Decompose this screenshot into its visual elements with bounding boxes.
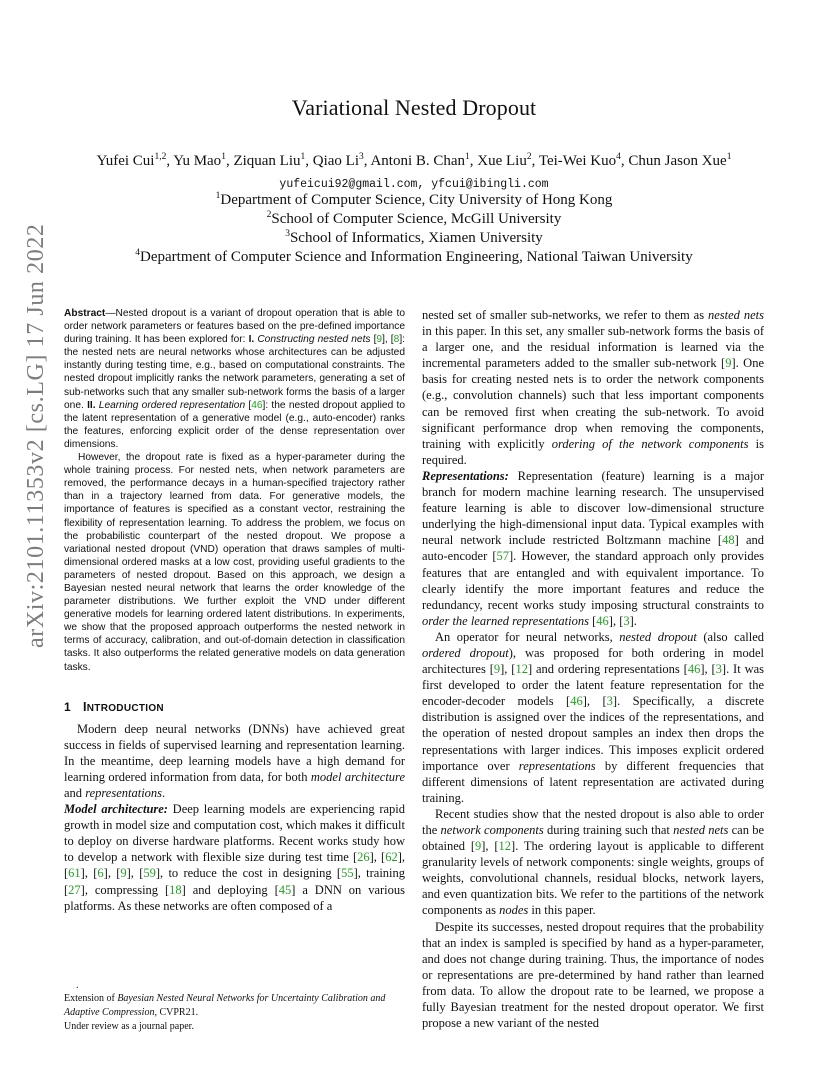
author-list: Yufei Cui$^{1,2}$, Yu Mao$^1$, Ziquan Liu$^1$, Qiao Li$^3$, Antoni B. Chan$^1$, Xue Liu$^2$, Tei-Wei Kuo$^4$, Chun Jason Xue$^1$ [96,152,732,169]
citation-link[interactable]: 48 [722,533,735,548]
citation-link[interactable]: 6 [97,866,104,881]
left-column [64,307,405,914]
citation-link[interactable]: 9 [475,839,482,854]
right-body-text [422,307,764,1031]
abstract-paragraph: However, the dropout rate is fixed as a hyper-parameter during the whole training process. For nested nets, when network parameters are removed, the performance decays in a human-specified trajectory rather than in a trajectory learned from data. For generative models, the importance of features is specified as a constant vector, restraining the flexibility of representation learning. To address the problem, we focus on the probabilistic counterpart of the nested dropout. We propose a variational nested dropout (VND) operation that draws samples of multi-dimensional ordered masks at a low cost, providing useful gradients to the parameters of nested dropout. Based on this approach, we design a Bayesian nested neural network that learns the order knowledge of the parameter distributions. We further exploit the VND under different generative models for learning ordered latent distributions. In experiments, we show that the proposed approach outperforms the nested network in terms of accuracy, calibration, and out-of-domain detection in classification tasks. It also outperforms the related generative models on data generation tasks. [64,452,405,673]
citation-link[interactable]: 3 [715,662,722,677]
citation-link[interactable]: 45 [278,882,292,897]
section-number: 1 [64,699,71,714]
citation-link[interactable]: 27 [68,882,81,897]
citation-link[interactable]: 46 [687,662,701,677]
footnote: . Extension of Bayesian Nested Neural Networks for Uncertainty Calibration and Adaptive Compression, CVPR21. Under review as a journal paper. [64,992,405,1034]
citation-link[interactable]: 46 [596,613,609,628]
body-paragraph: Model architecture: Deep learning models are experiencing rapid growth in model size and computation cost, which makes it difficult to deploy on diverse hardware platforms. Recent works study how to develop a network with flexible size during test time [26], [62], [61], [6], [9], [59], to reduce the cost in designing [55], training [27], compressing [18] and deploying [45] a DNN on various platforms. As these networks are often composed of a [64,802,406,913]
abstract-paragraph: Abstract—Nested dropout is a variant of dropout operation that is able to order network parameters or features based on the pre-defined importance during training. It has been explored for: I. Constructing nested nets [9], [8]: the nested nets are neural networks whose architectures can be adjusted instantly during testing time, e.g., based on computational constraints. The nested dropout implicitly ranks the network parameters, generating a set of sub-networks such that any smaller sub-network forms the basis of a larger one. II. Learning ordered representation [46]: the nested dropout applied to the latent representation of a generative model (e.g., auto-encoder) ranks the features, enforcing explicit order of the dense representation over dimensions. [64,308,405,450]
body-paragraph: nested set of smaller sub-networks, we refer to them as nested nets in this paper. In this set, any smaller sub-network forms the basis of a larger one, and the residual information is learned via the incremental parameters added to the smaller sub-network [9]. One basis for creating nested nets is to order the network components (e.g., convolution channels) such that less important components can be removed first when creating the sub-network. To avoid significant performance drop when removing the components, training with explicitly ordering of the network components is required. [422,308,764,467]
affiliation-3: $^3$School of Informatics, Xiamen University [285,229,543,246]
citation-link[interactable]: 12 [515,662,528,677]
section-heading-introduction [64,700,405,714]
author-emails: yufeicui92@gmail.com, yfcui@ibingli.com [279,178,549,191]
citation-link[interactable]: 57 [496,549,509,564]
citation-link[interactable]: 9 [120,866,127,881]
citation-link[interactable]: 18 [169,882,182,897]
left-body-text [64,721,405,914]
paper-title: Variational Nested Dropout [291,95,537,120]
citation-link[interactable]: 3 [623,613,630,628]
affiliation-4: $^4$Department of Computer Science and Information Engineering, National Taiwan University [135,248,693,265]
citation-link[interactable]: 55 [341,866,354,881]
section-title-rest: NTRODUCTION [86,702,164,714]
body-paragraph: Representations: Representation (feature) learning is a major branch for modern machine learning research. The unsupervised feature learning is able to discover low-dimensional structure underlying the high-dimensional input data. Typical examples with neural network include restricted Boltzmann machine [48] and auto-encoder [57]. However, the standard approach only provides features that are entangled and with equivalent importance. To clearly identify the more important features and reduce the redundancy, recent works study imposing structural constraints to order the learned representations [46], [3]. [422,468,764,628]
abstract [64,307,405,674]
section-title-initial: I [82,699,87,714]
citation-link[interactable]: 8 [393,334,400,346]
citation-link[interactable]: 46 [570,694,583,709]
citation-link[interactable]: 12 [498,839,512,854]
body-paragraph: Modern deep neural networks (DNNs) have achieved great success in fields of supervised learning and representation learning. In the meantime, deep learning models have a high demand for learning ordered information from data, for both model architecture and representations. [64,721,405,800]
body-paragraph: Despite its successes, nested dropout requires that the probability that an index is sampled is specified by hand as a hyper-parameter, and does not change during training. Thus, the importance of nodes or representations are pre-determined by hand rather than learned from data. To allow the dropout rate to be learned, we propose a fully Bayesian treatment for the nested dropout operator. We first propose a new variant of the nested [422,919,764,1031]
citation-link[interactable]: 26 [357,850,370,865]
arxiv-identifier: arXiv:2101.11353v2 [cs.LG] 17 Jun 2022 [23,223,49,648]
citation-link[interactable]: 3 [606,694,613,709]
citation-link[interactable]: 61 [68,866,81,881]
body-paragraph: An operator for neural networks, nested dropout (also called ordered dropout), was proposed for both ordering in model architectures [9], [12] and ordering representations [46], [3]. It was first developed to order the latent feature representation for the encoder-decoder models [46], [3]. Specifically, a discrete distribution is assigned over the indices of the representations, and the operation of nested dropout samples an index then drops the representations with larger indices. This imposes explicit ordered importance over representations by different frequencies that different dimensions of latent representation are activated during training. [422,629,765,805]
footnote-extension: Extension of Bayesian Nested Neural Networks for Uncertainty Calibration and Adaptive Compression, CVPR21. [64,993,386,1018]
affiliation-2: $^2$School of Computer Science, McGill University [266,210,562,227]
citation-link[interactable]: 9 [376,334,383,346]
citation-link[interactable]: 9 [493,662,501,677]
citation-link[interactable]: 46 [251,399,263,411]
footnote-review: Under review as a journal paper. [64,1021,194,1032]
citation-link[interactable]: 9 [725,356,732,371]
right-column [422,307,764,1031]
affiliation-1: $^1$Department of Computer Science, City University of Hong Kong [215,191,613,208]
citation-link[interactable]: 62 [385,850,398,865]
citation-link[interactable]: 59 [143,866,156,881]
body-paragraph: Recent studies show that the nested dropout is also able to order the network components during training such that nested nets can be obtained [9], [12]. The ordering layout is applicable to different granularity levels of network components: single weights, groups of weights, convolutional channels, residual blocks, network layers, and even quantization bits. We refer to the partitions of the network components as nodes in this paper. [422,806,765,918]
